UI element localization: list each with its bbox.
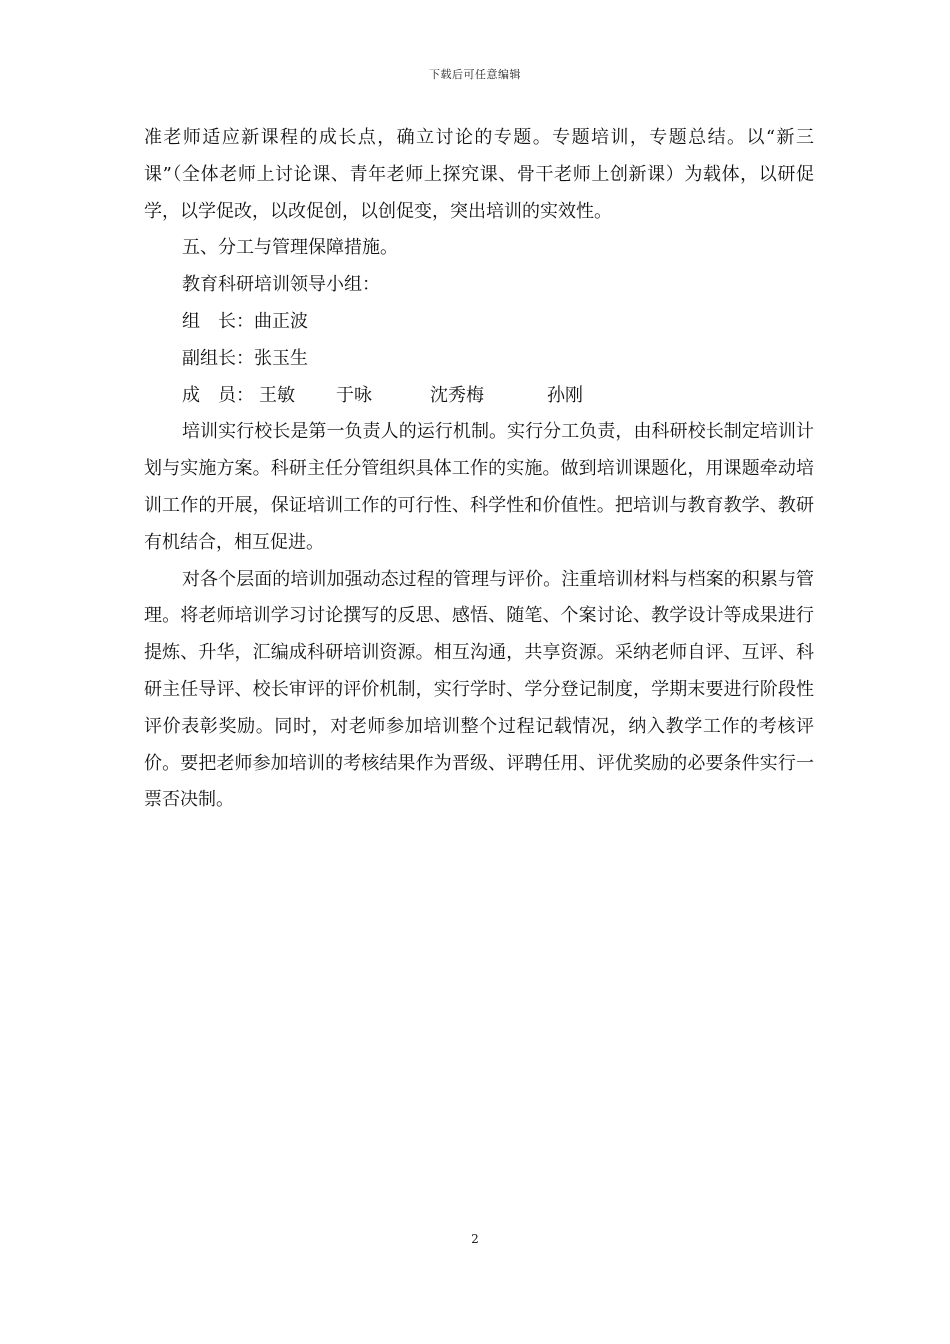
paragraph-training-topics: 准老师适应新课程的成长点，确立讨论的专题。专题培训，专题总结。以“新三课”（全体老师上讨论课、青年老师上探究课、骨干老师上创新课）为载体，以研促学，以学促改，以改促创，以创促变，突出培训的实效性。: [144, 127, 814, 222]
member-name: 于咏: [336, 384, 372, 406]
paragraph-responsibility-mechanism: 培训实行校长是第一负责人的运行机制。实行分工负责，由科研校长制定培训计划与实施方案。科研主任分管组织具体工作的实施。做到培训课题化，用课题牵动培训工作的开展，保证培训工作的可行性、科学性和价值性。把培训与教育教学、教研有机结合，相互促进。: [144, 421, 814, 553]
page-header: 下载后可任意编辑: [429, 68, 521, 81]
member-name: 王敏: [259, 384, 295, 406]
members-line: [144, 378, 814, 415]
leadership-group-title: 教育科研培训领导小组：: [182, 274, 380, 296]
members-label: 成 员：: [182, 384, 254, 406]
paragraph-evaluation-management: 对各个层面的培训加强动态过程的管理与评价。注重培训材料与档案的积累与管理。将老师培训学习讨论撰写的反思、感悟、随笔、个案讨论、教学设计等成果进行提炼、升华，汇编成科研培训资源。相互沟通，共享资源。采纳老师自评、互评、科研主任导评、校长审评的评价机制，实行学时、学分登记制度，学期末要进行阶段性评价表彰奖励。同时，对老师参加培训整个过程记载情况，纳入教学工作的考核评价。要把老师参加培训的考核结果作为晋级、评聘任用、评优奖励的必要条件实行一票否决制。: [144, 568, 814, 811]
member-name: 沈秀梅: [430, 384, 484, 406]
deputy-leader-line: 副组长：张玉生: [182, 347, 308, 369]
document-body: [144, 120, 814, 819]
section-heading-division-management: 五、分工与管理保障措施。: [182, 237, 398, 259]
page-number: 2: [471, 1232, 479, 1246]
member-name: 孙刚: [547, 384, 583, 406]
group-leader-line: 组 长：曲正波: [182, 310, 308, 332]
